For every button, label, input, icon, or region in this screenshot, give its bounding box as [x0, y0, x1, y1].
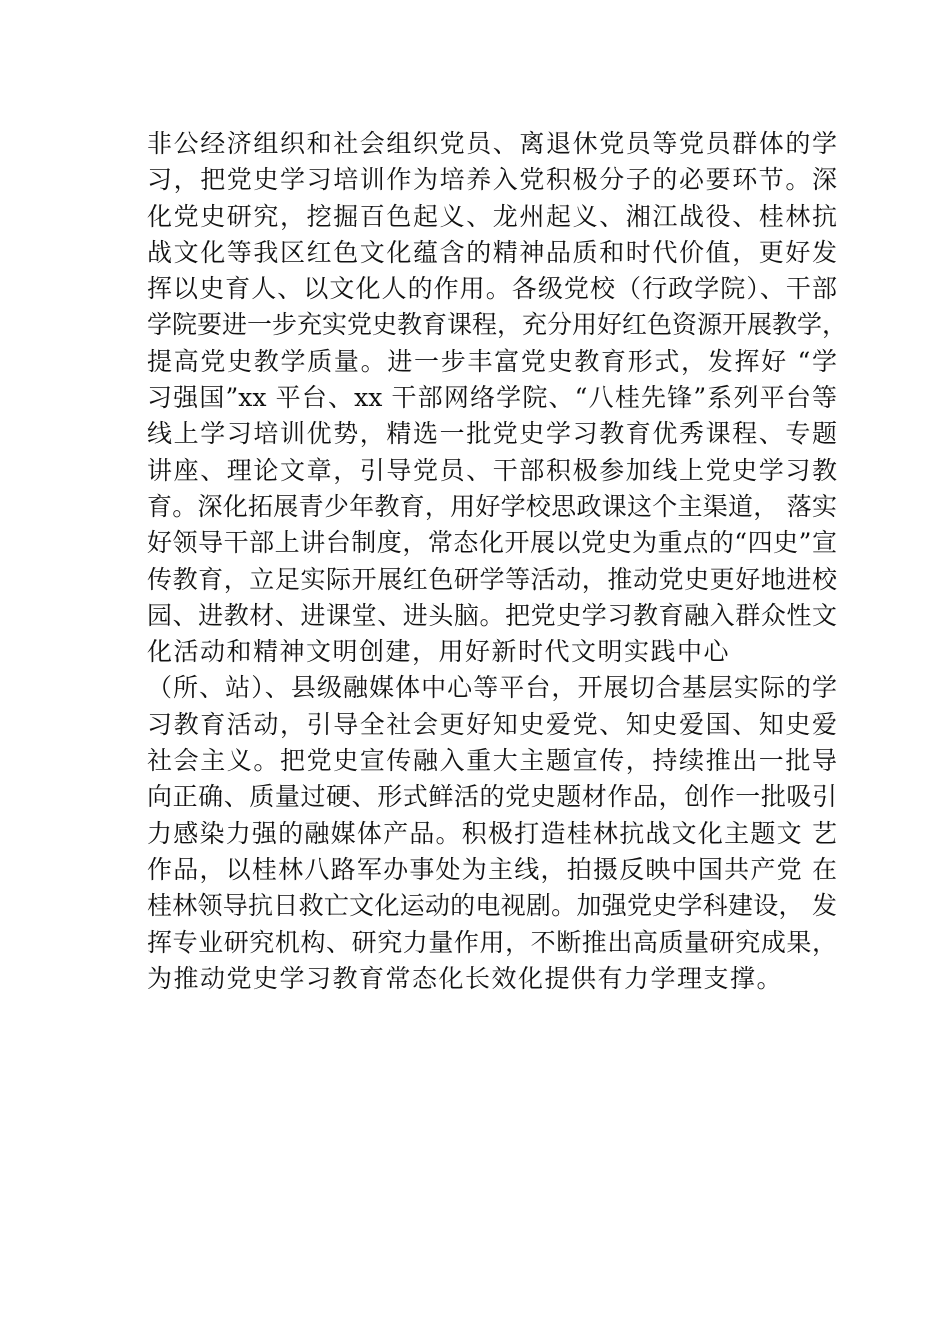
text-line-16: （所、站）、县级融媒体中心等平台，开展切合基层实际的学	[147, 673, 837, 703]
text-line-2: 习，把党史学习培训作为培养入党积极分子的必要环节。深	[147, 165, 837, 195]
text-line-15: 化活动和精神文明创建，用好新时代文明实践中心	[147, 637, 731, 667]
text-line-8: 习强国”xx 平台、xx 干部网络学院、“八桂先锋”系列平台等	[147, 383, 837, 413]
text-line-5: 挥以史育人、以文化人的作用。各级党校（行政学院）、干部	[147, 274, 837, 304]
text-line-21: 作品，以桂林八路军办事处为主线，拍摄反映中国共产党 在	[147, 854, 837, 884]
text-line-9: 线上学习培训优势，精选一批党史学习教育优秀课程、专题	[147, 419, 837, 449]
text-line-24: 为推动党史学习教育常态化长效化提供有力学理支撑。	[147, 963, 784, 993]
text-line-23: 挥专业研究机构、研究力量作用，不断推出高质量研究成果，	[147, 927, 837, 957]
text-line-1: 非公经济组织和社会组织党员、离退休党员等党员群体的学	[147, 129, 837, 158]
text-line-22: 桂林领导抗日救亡文化运动的电视剧。加强党史学科建设， 发	[147, 891, 837, 921]
text-line-7: 提高党史教学质量。进一步丰富党史教育形式，发挥好 “学	[147, 346, 837, 376]
text-line-10: 讲座、理论文章，引导党员、干部积极参加线上党史学习教	[147, 455, 837, 485]
text-line-4: 战文化等我区红色文化蕴含的精神品质和时代价值，更好发	[147, 237, 837, 267]
text-line-19: 向正确、质量过硬、形式鲜活的党史题材作品，创作一批吸引	[147, 782, 837, 812]
text-line-3: 化党史研究，挖掘百色起义、龙州起义、湘江战役、桂林抗	[147, 201, 837, 231]
text-line-17: 习教育活动，引导全社会更好知史爱党、知史爱国、知史爱	[147, 709, 837, 739]
text-line-11: 育。深化拓展青少年教育，用好学校思政课这个主渠道， 落实	[147, 491, 837, 521]
text-line-14: 园、进教材、进课堂、进头脑。把党史学习教育融入群众性文	[147, 600, 837, 630]
text-line-20: 力感染力强的融媒体产品。积极打造桂林抗战文化主题文 艺	[147, 818, 837, 848]
text-line-18: 社会主义。把党史宣传融入重大主题宣传，持续推出一批导	[147, 746, 837, 776]
body-paragraph	[147, 126, 848, 997]
text-line-6: 学院要进一步充实党史教育课程，充分用好红色资源开展教学，	[147, 310, 848, 340]
text-line-13: 传教育，立足实际开展红色研学等活动，推动党史更好地进校	[147, 564, 837, 594]
text-line-12: 好领导干部上讲台制度，常态化开展以党史为重点的“四史”宣	[147, 528, 837, 558]
